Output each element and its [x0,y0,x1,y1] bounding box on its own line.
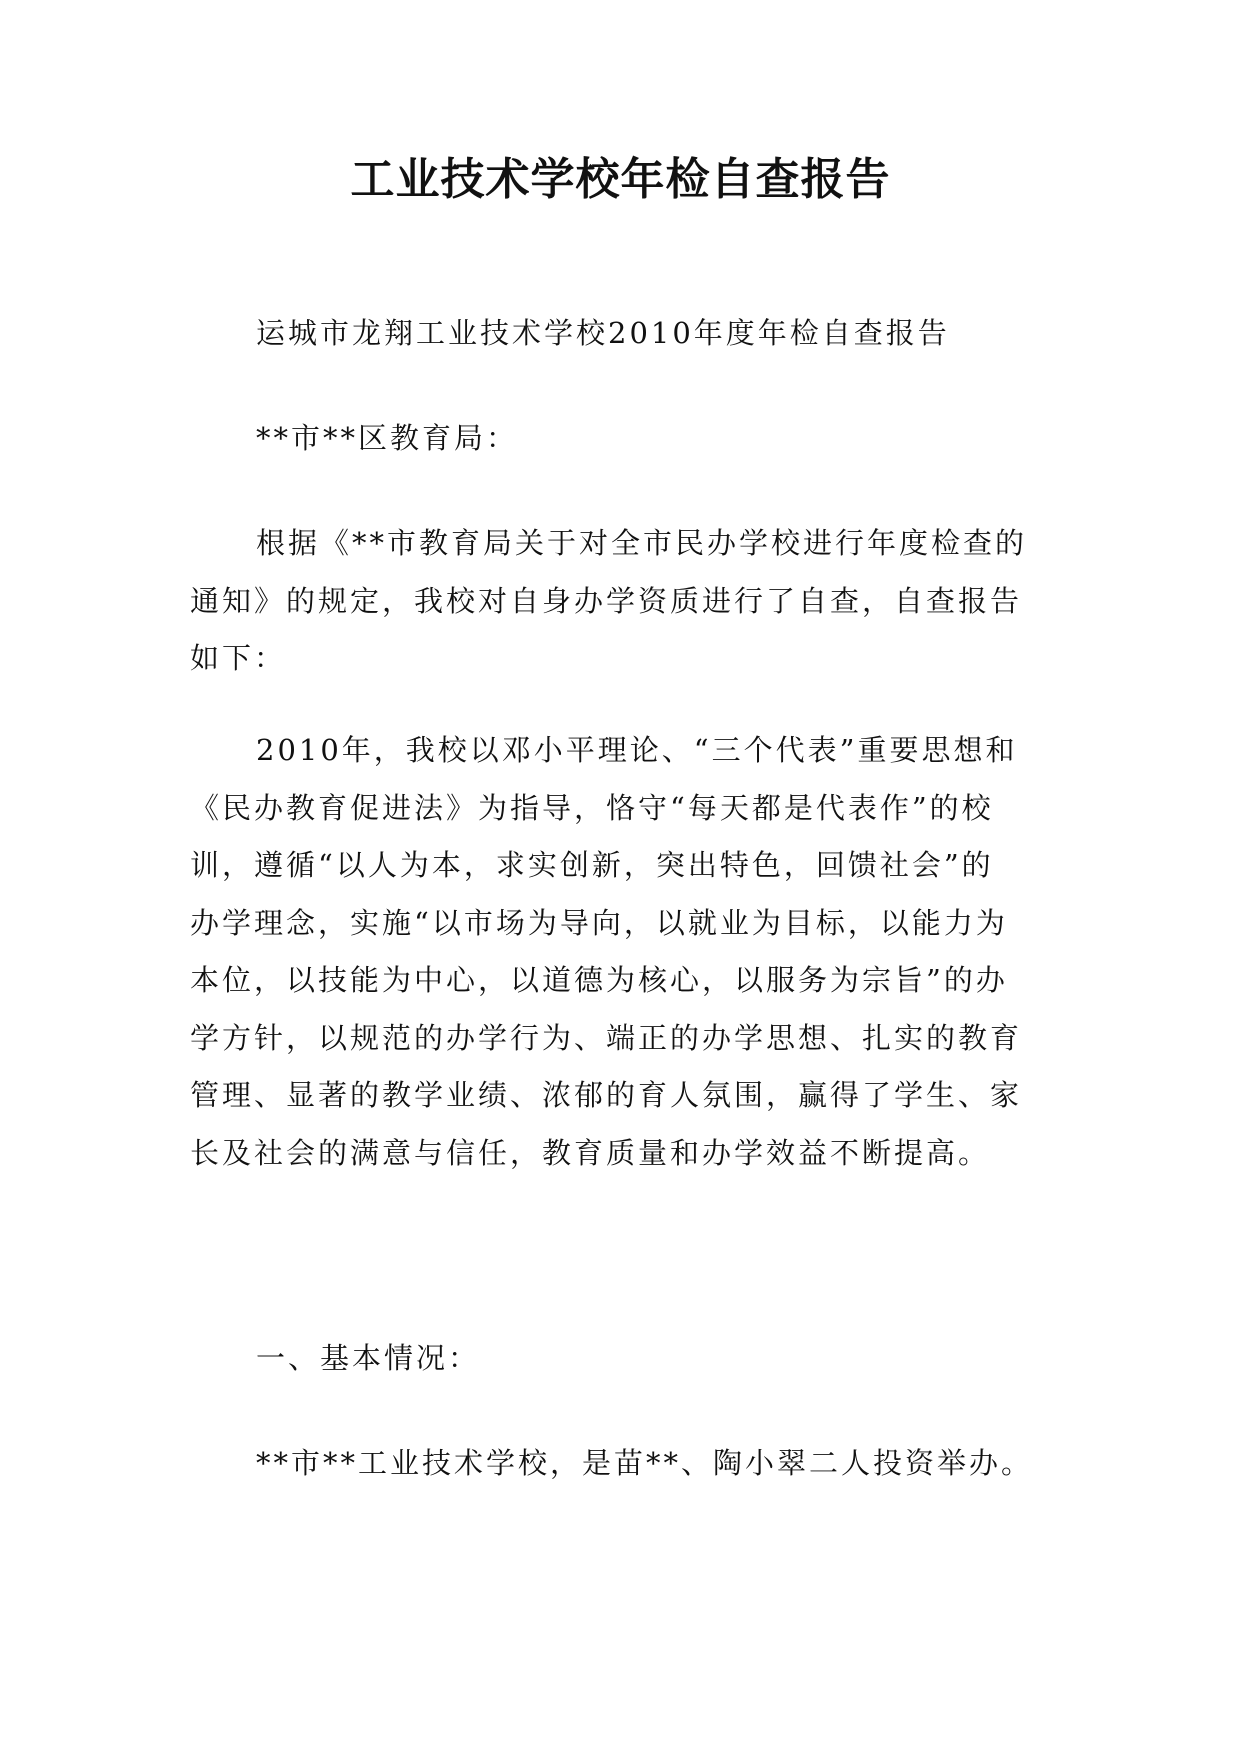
paragraph-line: 办学理念，实施“以市场为导向，以就业为目标，以能力为 [190,905,1008,940]
document-title: 工业技术学校年检自查报告 [350,154,891,205]
paragraph-line: 学方针，以规范的办学行为、端正的办学思想、扎实的教育 [190,1020,1023,1055]
paragraph-line: 《民办教育促进法》为指导，恪守“每天都是代表作”的校 [190,790,994,825]
document-subtitle [190,305,1050,363]
intro-line: 如下： [190,641,287,675]
paragraph-line: 2010年，我校以邓小平理论、“三个代表”重要思想和 [256,733,1018,767]
paragraph-line: 训，遵循“以人为本，求实创新，突出特色，回馈社会”的 [190,848,994,882]
paragraph-line: 管理、显著的教学业绩、浓郁的育人氛围，赢得了学生、家 [190,1078,1023,1112]
section-paragraph-line: **市**工业技术学校，是苗**、陶小翠二人投资举办。 [256,1446,1034,1480]
salutation-line: **市**区教育局： [256,421,519,455]
section-heading-line: 一、基本情况： [256,1341,481,1375]
subtitle-line: 运城市龙翔工业技术学校2010年度年检自查报告 [256,316,950,350]
section-heading [190,1330,1050,1388]
salutation [190,410,1050,468]
section-paragraph [190,1435,1050,1493]
intro-line: 根据《**市教育局关于对全市民办学校进行年度检查的 [256,526,1028,560]
body-paragraph [190,722,1050,1182]
intro-line: 通知》的规定，我校对自身办学资质进行了自查，自查报告 [190,583,1023,618]
paragraph-line: 本位，以技能为中心，以道德为核心，以服务为宗旨”的办 [190,963,1008,997]
intro-paragraph [190,515,1050,688]
paragraph-line: 长及社会的满意与信任，教育质量和办学效益不断提高。 [190,1135,991,1170]
